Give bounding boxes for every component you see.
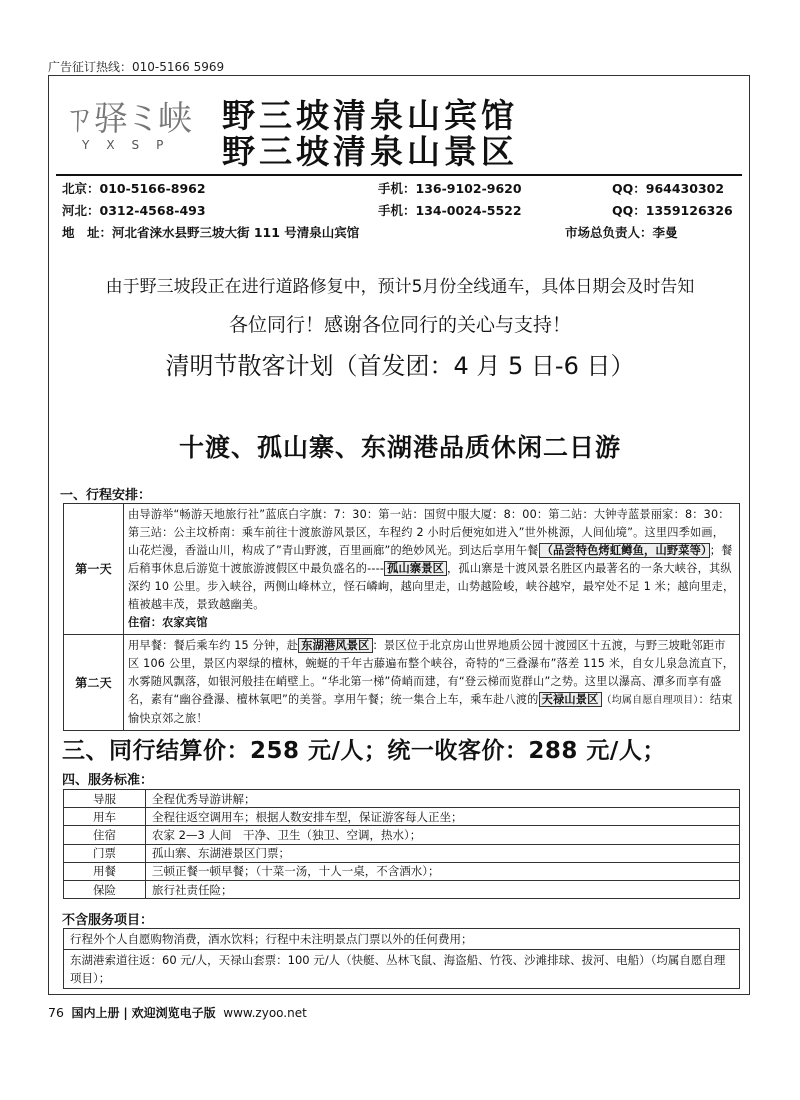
- day-1-lunch-highlight: （品尝特色烤虹鳟鱼，山野菜等）: [539, 543, 710, 558]
- scenic-area-title: 野三坡清泉山景区: [222, 132, 518, 171]
- beijing-phone: 北京：010-5166-8962: [62, 181, 206, 196]
- logo-caption: YXSP: [82, 138, 181, 152]
- service-row: [64, 826, 740, 844]
- ad-hotline: 广告征订热线：010-5166 5969: [48, 60, 225, 74]
- header-divider: [56, 174, 742, 176]
- service-value: 全程优秀导游讲解；: [146, 790, 740, 808]
- hotel-title: 野三坡清泉山宾馆: [222, 96, 518, 135]
- mobile-phone-2: 手机：134-0024-5522: [378, 203, 522, 218]
- address: 地 址：河北省涞水县野三坡大街 111 号清泉山宾馆: [62, 225, 360, 240]
- day-1-text: ，孤山寨是十渡风景名胜区内最著名的一条大峡谷，其纵深约 10 公里。步入峡谷，两侧山峰林立，怪石嶙峋，越向里走，山势越险峻，峡谷越窄，最窄处不足 1 米；越向里走，植被越丰茂，景致越幽美。: [128, 562, 735, 611]
- day-1-stay: 住宿：农家宾馆: [128, 616, 208, 629]
- service-label: 保险: [64, 880, 146, 898]
- qq-number-2: QQ：1359126326: [612, 203, 733, 218]
- service-label: 住宿: [64, 826, 146, 844]
- footer-divider: |: [123, 1006, 128, 1020]
- price-line: 三、同行结算价：258 元/人；统一收客价：288 元/人；: [62, 738, 666, 764]
- service-row: [64, 808, 740, 826]
- exclusion-row: [64, 950, 740, 989]
- service-row: [64, 880, 740, 898]
- day-2-optional-note: （均属自愿自理项目）: [601, 695, 699, 706]
- service-value: 三顿正餐一顿早餐；（十菜一汤，十人一桌，不含酒水）；: [146, 862, 740, 880]
- exclusion-row: [64, 929, 740, 950]
- service-label: 门票: [64, 844, 146, 862]
- hebei-phone: 河北：0312-4568-493: [62, 203, 206, 218]
- donghugang-highlight: 东湖港风景区: [298, 638, 372, 653]
- day-2-text: 用早餐：餐后乘车约 15 分钟，赴: [128, 639, 299, 652]
- page-footer: [48, 1004, 307, 1021]
- itinerary-heading: 一、行程安排：: [60, 488, 152, 503]
- exclusions-table: [63, 928, 740, 989]
- itinerary-table: [63, 503, 740, 731]
- day-2-text: ：结束愉快京郊之旅！: [128, 693, 733, 725]
- mobile-phone-1: 手机：136-9102-9620: [378, 181, 522, 196]
- day-1-label: 第一天: [64, 504, 124, 635]
- service-value: 旅行社责任险；: [146, 880, 740, 898]
- exclusion-text: 东湖港索道往返：60 元/人，天禄山套票：100 元/人（快艇、丛林飞鼠、海盗船、竹筏、沙滩排球、拔河、电船）（均属自愿自理项目）；: [64, 950, 740, 989]
- footer-slogan: 欢迎浏览电子版: [131, 1006, 216, 1020]
- logo: [62, 100, 212, 172]
- website-link[interactable]: www.zyoo.net: [223, 1006, 307, 1020]
- exclusions-heading: 不含服务项目：: [62, 913, 154, 928]
- service-label: 用车: [64, 808, 146, 826]
- service-heading: 四、服务标准：: [62, 773, 154, 788]
- itinerary-day-2: [64, 635, 740, 731]
- service-row: [64, 862, 740, 880]
- itinerary-day-1: [64, 504, 740, 635]
- logo-calligraphy: ㄗ驿ミ峡: [62, 99, 190, 139]
- exclusion-text: 行程外个人自愿购物消费，酒水饮料；行程中未注明景点门票以外的任何费用；: [64, 929, 740, 950]
- market-manager: 市场总负责人：李曼: [565, 225, 678, 240]
- service-value: 全程往返空调用车；根据人数安排车型，保证游客每人正坐；: [146, 808, 740, 826]
- road-notice-line-1: 由于野三坡段正在进行道路修复中，预计5月份全线通车，具体日期会及时告知: [105, 277, 695, 297]
- plan-title: 清明节散客计划（首发团：4 月 5 日-6 日）: [165, 352, 635, 380]
- service-table: [63, 789, 740, 899]
- day-1-text: ；餐后稍事休息后游览十渡旅游渡假区中最负盛名的----: [128, 544, 733, 575]
- volume-name: 国内上册: [71, 1006, 120, 1020]
- tianlushan-highlight: 天禄山景区: [539, 692, 602, 707]
- service-label: 导服: [64, 790, 146, 808]
- day-1-description: [124, 504, 740, 635]
- day-2-description: [124, 635, 740, 731]
- day-1-text: 由导游举“畅游天地旅行社”蓝底白字旗：7：30：第一站：国贸中服大厦：8：00：第二站：大钟寺蓝景丽家：8：30：第三站：公主坟桥南：乘车前往十渡旅游风景区，车程约 2 小时后便宛如进入”世外桃源，人间仙境”。这里四季如画，山花烂漫，香溢山川，构成了”青山野渡，百里画廊”的绝妙风光。到达后享用午餐: [128, 508, 730, 557]
- service-value: 孤山寨、东湖港景区门票；: [146, 844, 740, 862]
- service-row: [64, 790, 740, 808]
- page-number: 76: [48, 1005, 64, 1020]
- day-2-label: 第二天: [64, 635, 124, 731]
- qq-number-1: QQ：964430302: [612, 181, 725, 196]
- service-value: 农家 2—3 人间 干净、卫生（独卫、空调，热水）；: [146, 826, 740, 844]
- day-2-text: ：景区位于北京房山世界地质公园十渡园区十五渡，与野三坡毗邻距市区 106 公里，景区内翠绿的檀林，蜿蜒的千年古藤遍布整个峡谷，奇特的“三叠瀑布”落差 115 米，自女儿泉急流直下，水雾随风飘落，如银河般挂在峭壁上。“华北第一梯”倚峭而建，有“登云梯而览群山”之势。这里以瀑高、潭多而享有盛名，素有“幽谷叠瀑、檀林氧吧”的美誉。享用午餐；统一集合上车，乘车赴八渡的: [128, 639, 735, 706]
- route-title: 十渡、孤山寨、东湖港品质休闲二日游: [178, 433, 621, 462]
- service-label: 用餐: [64, 862, 146, 880]
- gushanzhai-highlight: 孤山寨景区: [384, 561, 447, 576]
- road-notice-line-2: 各位同行！感谢各位同行的关心与支持！: [228, 314, 571, 336]
- service-row: [64, 844, 740, 862]
